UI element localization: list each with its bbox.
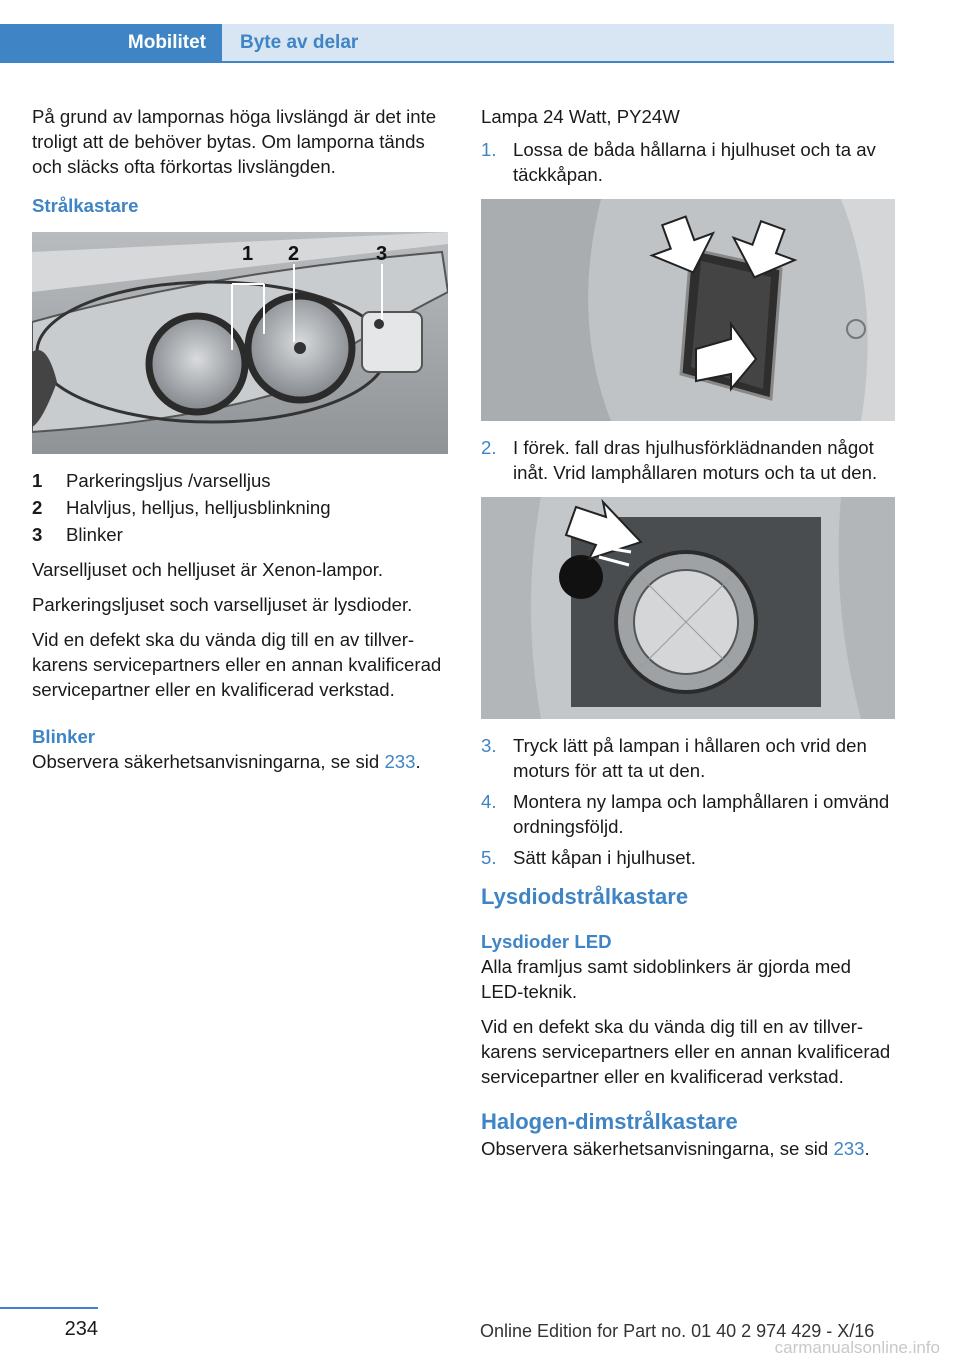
halogen-observe: Observera säkerhetsanvisningarna, se sid 233. — [481, 1138, 870, 1159]
page-link[interactable]: 233 — [384, 751, 416, 772]
watermark: carmanualsonline.info — [774, 1338, 940, 1357]
led-subheading: Lysdioder LED — [481, 931, 612, 952]
xenon-paragraph: Varselljuset och helljuset är Xenon-lampor. — [32, 559, 384, 580]
intro-paragraph: På grund av lampornas höga livslängd är det inte troligt att de behöver bytas. Om lamporna tänds och släcks ofta förkortas livslängden. — [32, 106, 437, 177]
led-headlight-heading: Lysdiodstrålkastare — [481, 884, 689, 909]
wheel-arch-cover-figure — [481, 199, 895, 421]
defect-paragraph: Vid en defekt ska du vända dig till en av tillverkarens servicepartners eller en annan kvalificerad servicepartner eller en kvalificerad verkstad. — [32, 629, 442, 700]
lamp-holder-figure — [481, 497, 895, 719]
page-number-rule — [0, 1307, 98, 1309]
callout-3: 3 — [376, 243, 388, 265]
right-column — [481, 104, 895, 1171]
blinker-heading: Blinker — [32, 726, 96, 747]
list-item: 3. Tryck lätt på lampan i hållaren och vrid den moturs för att ta ut den. — [481, 735, 867, 781]
list-item: 3 Blinker — [32, 524, 123, 545]
led-paragraph-1: Alla framljus samt sidoblinkers är gjorda med LED-teknik. — [481, 956, 851, 1002]
callout-1: 1 — [242, 243, 254, 265]
page-link[interactable]: 233 — [833, 1138, 865, 1159]
callout-2: 2 — [288, 243, 300, 265]
page-number: 234 — [64, 1318, 98, 1340]
steps-list-a — [481, 137, 895, 187]
headlight-figure — [32, 232, 448, 454]
list-item: 1 Parkeringsljus /varselljus — [32, 470, 271, 491]
lamp-title: Lampa 24 Watt, PY24W — [481, 106, 680, 127]
list-item: 2 Halvljus, helljus, helljusblinkning — [32, 497, 331, 518]
halogen-heading: Halogen-dimstrålkastare — [481, 1109, 738, 1134]
list-item: 1. Lossa de båda hållarna i hjulhuset och ta av täckkåpan. — [481, 139, 876, 185]
headlight-heading: Strålkastare — [32, 195, 139, 216]
led-paragraph: Parkeringsljuset soch varselljuset är lysdioder. — [32, 594, 413, 615]
headlight-legend — [32, 468, 448, 547]
blinker-observe: Observera säkerhetsanvisningarna, se sid 233. — [32, 751, 421, 772]
subsection-tab[interactable]: Byte av delar — [222, 24, 894, 61]
list-item: 4. Montera ny lampa och lamphållaren i omvänd ordningsföljd. — [481, 791, 890, 837]
steps-list-c — [481, 733, 895, 870]
edition-text: Online Edition for Part no. 01 40 2 974 429 - X/16 — [480, 1321, 875, 1341]
list-item: 5. Sätt kåpan i hjulhuset. — [481, 847, 696, 868]
led-paragraph-2: Vid en defekt ska du vända dig till en av tillverkarens servicepartners eller en annan kvalificerad servicepartner eller en kvalificerad verkstad. — [481, 1016, 891, 1087]
header-rule — [0, 61, 894, 63]
section-tab[interactable]: Mobilitet — [0, 24, 222, 61]
list-item: 2. I förek. fall dras hjulhusförklädnanden något inåt. Vrid lamphållaren moturs och ta ut den. — [481, 437, 878, 483]
steps-list-b — [481, 435, 895, 485]
left-column — [32, 104, 448, 784]
